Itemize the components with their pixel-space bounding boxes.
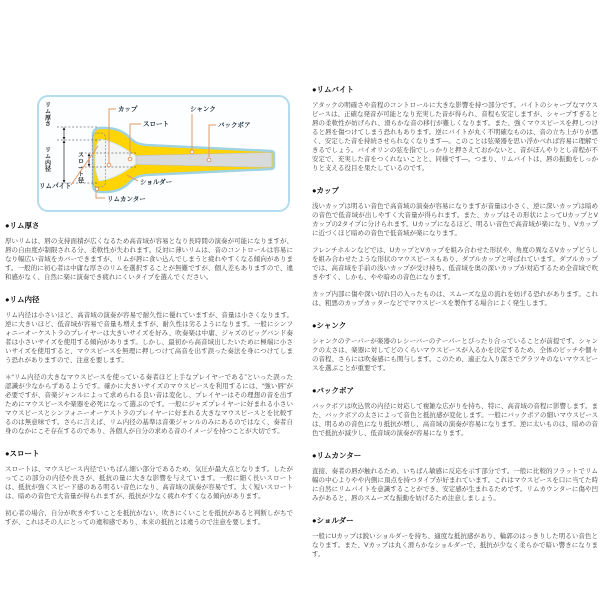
paragraph: 初心者の場合、自分が吹きやすいことを抵抗がない、吹きにくいことを抵抗があると判断しがちですが、これはその人にとっての違和感であり、本来の抵抗とは違うので注意を要します。 — [5, 510, 293, 526]
mouthpiece-diagram — [37, 95, 290, 212]
paragraph: 直接、奏者の唇が触れるため、いちばん敏感に反応を示す部分です。一般に比較的フラットでリム幅の中心よりやや内側に頂点を持つタイプが好まれています。これはマウスピースを口に当てた時に自然にリムバイトを意識することができ、安定感が生まれるためです。リムカウンターに傷や凹みがあると、唇のスムーズな振動を妨げるため注意しましょう。 — [312, 468, 598, 502]
section-backbore — [312, 386, 598, 438]
mouthpiece-diagram-svg — [37, 95, 290, 212]
section-heading: ●バックボア — [312, 386, 355, 395]
paragraph: バックボアは吹込管の内径に対応して複雑な広がりを持ち、特に、高音域の音程に影響します。また、バックボアの太さによって音色と抵抗感が変化します。一般にバックボアの細いマウスピースは、明るめの音色になり抵抗が増し、高音域の演奏が容易になります。逆に太いものは、暗めの音色で抵抗が減少し、低音域の演奏が容易になります。 — [312, 403, 598, 437]
paragraph: フレンチホルンなどでは、UカップとVカップを組み合わせた形状や、角度の異なるVカップどうしを組み合わせたような形状のマウスピースもあり、ダブルカップと呼ばれています。ダブルカップでは、高音域を手前の浅いカップが受け持ち、低音域を奥の深いカップが対応するため全音域で吹きやすく、しかも、やや暗めの音色になります。 — [312, 247, 598, 281]
throat-anchor-dot — [128, 157, 132, 161]
paragraph: カップ内部に傷や深い切れ目の入ったものは、スムーズな息の流れを妨げる恐れがあります。これは、粗悪のカップカッターなどでマウスピースを製作する場合によく発生します。 — [312, 291, 598, 307]
section-heading: ●カップ — [312, 186, 339, 195]
column-left — [5, 221, 293, 535]
paragraph: アタックの明確さや音程のコントロールに大きな影響を持つ部分です。バイトのシャープなマウスピースは、正確な発音が可能となり充実した音が得られ、音程も安定しますが、シャープすぎると唇の柔軟性が妨げられ、滑らかな音の移行が難しくなります。また、強くマウスピースを押しつけると唇を傷つけてしまう恐れもあります。逆にバイトが丸く不明確なものは、音の立ち上がりが悪く、安定した音を持続させられなくなります―。このことは弦楽器を思い浮かべれば容易に理解できるでしょう。バイオリンの弦を指でしっかりと押さえておかないと、音がぼんやりとし音程が不安定で、充実した音をつくれないことと、同様です―。つまり、リムバイトは、唇の振動をしっかりと支える役目を果たしているのです。 — [312, 102, 598, 172]
paragraph: スロートは、マウスピース内径でいちばん細い部分であるため、気圧が最大点となります。したがってこの部分の内径や長さが、抵抗の量に大きな影響を与えています。一般に細く長いスロートは、抵抗が強くスピード感のある明るい音色になり、高音域の演奏が容易です。太く短いスロートは、暗めの音色で大音量が得られますが、抵抗が少なく疲れやすくなる傾向があります。 — [5, 466, 293, 500]
shoulder-label: ショルダー — [140, 179, 173, 186]
cup-anchor-dot — [107, 163, 111, 167]
section-throat — [5, 449, 293, 527]
shank-label: シャンク — [190, 106, 216, 113]
section-heading: ●リム内径 — [5, 295, 40, 304]
section-rim-bite — [312, 85, 598, 173]
paragraph: 浅いカップは明るい音色で高音域の演奏が容易になりますが音量は小さく、逆に深いカップは暗めの音色で低音域が出しやすく大音量が得られます。また、カップはその形状によってUカップとVカップの2タイプに分けられます。Uカップになるほど、明るい音色で高音域が楽になり、Vカップに近づくほど暗めの音色で低音域が楽になります。 — [312, 203, 598, 237]
rim-contour-label: リムカンター — [107, 196, 146, 203]
section-shoulder — [312, 516, 598, 559]
throat-diameter-label: スロート径 — [77, 153, 85, 185]
section-heading: ●スロート — [5, 449, 40, 458]
section-cup — [312, 186, 598, 308]
section-heading: ●シャンク — [312, 321, 347, 330]
paragraph: ＊“リム内径の大きなマウスピースを使っている奏者ほど上手なプレイヤーである”といった誤った認識が少なからずあるようです。確かに大きいサイズのマウスピースを利用するには、“強い唇”が必要ですが、音楽ジャンルによって求められる良い音は変化し、プレイヤーはその理想の音を出すためにマウスピースや楽器を必死になって選ぶのです。一般にジャズプレイヤーに好まれる小さいマウスピースとシンフォニーオーケストラのプレイヤーに好まれる大きなマウスピースとを比較するのは無意味です。さらに言えば、リム内径の基準は音楽ジャンルのみにあるのではなく、奏者自身のなかにこそ存在するのであり、各個人が自分の求める音のイメージを持つことが大切です。 — [5, 374, 293, 435]
paragraph: 一般にUカップは鋭いショルダーを持ち、適度な抵抗感があり、輪郭のはっきりした明るい音色となります。また、Vカップは丸く滑らかなショルダーで、抵抗が少なく柔らかで暗い響きになります。 — [312, 533, 598, 558]
paragraph: シャンクのテーパーが楽器のレシーバーのテーパーとぴったり合っていることが前提です。シャンクの太さは、楽器に対してどのくらいマウスピースが入るかを決定するため、全体のピッチや個々の音程、さらには吹奏感にも関与します。このため、適正な入り深さでグラツキのないマウスピースを選ぶことが重要です。 — [312, 338, 598, 372]
backbore-anchor-dot — [207, 158, 211, 162]
rim-inner-diameter-label: リム内径 — [44, 148, 52, 174]
cup-label: カップ — [118, 106, 138, 113]
section-heading: ●リムバイト — [312, 85, 355, 94]
rim-thickness-label: リム厚さ — [44, 103, 52, 129]
paragraph: 厚いリムは、唇の支持面積が広くなるため高音域が容易となり長時間の演奏が可能になりますが、唇の自由度が制限される分、柔軟性が失われます。反対に薄いリムは、音のコントロールは容易になり幅広い音域をカバーできますが、リムが唇に食い込んでしまうと疲れやすくなる傾向があります。一般的に初心者は中庸な厚さのリムを選択することが無難ですが、個人差もありますので、違和感がなく、自然に楽に演奏でき疲れにくいタイプを選んでください。 — [5, 238, 293, 281]
throat-label: スロート — [143, 121, 169, 128]
section-heading: ●リム厚さ — [5, 221, 40, 230]
section-rim-contour — [312, 451, 598, 503]
section-rim-inner-diameter — [5, 295, 293, 436]
shank-anchor-dot — [190, 150, 194, 154]
backbore-label: バックボア — [218, 122, 251, 129]
section-shank — [312, 321, 598, 373]
paragraph: リム内径は小さいほど、高音域の演奏が容易で耐久性に優れていますが、音量は小さくなります。逆に大きいほど、低音域が容易で音量も増えますが、耐久性は劣るようになります。一般にシンフォニーオーケストラのプレイヤーは大きいサイズを好み、吹奏楽は中庸、ジャズのビッグバンド奏者は小さいサイズを使用する傾向があります。しかし、最初から高音域出したいために極端に小さいサイズを使用すると、マウスピースを無理に押しつけて高音を出す誤った奏法を身につけてしまう恐れがありますので、注意を要します。 — [5, 312, 293, 364]
section-heading: ●ショルダー — [312, 516, 354, 525]
section-heading: ●リムカンター — [312, 451, 362, 460]
section-rim-thickness — [5, 221, 293, 282]
column-right — [312, 85, 598, 567]
rim-bite-label: リムバイト — [39, 183, 72, 190]
rim-contour-anchor-dot — [95, 187, 98, 190]
